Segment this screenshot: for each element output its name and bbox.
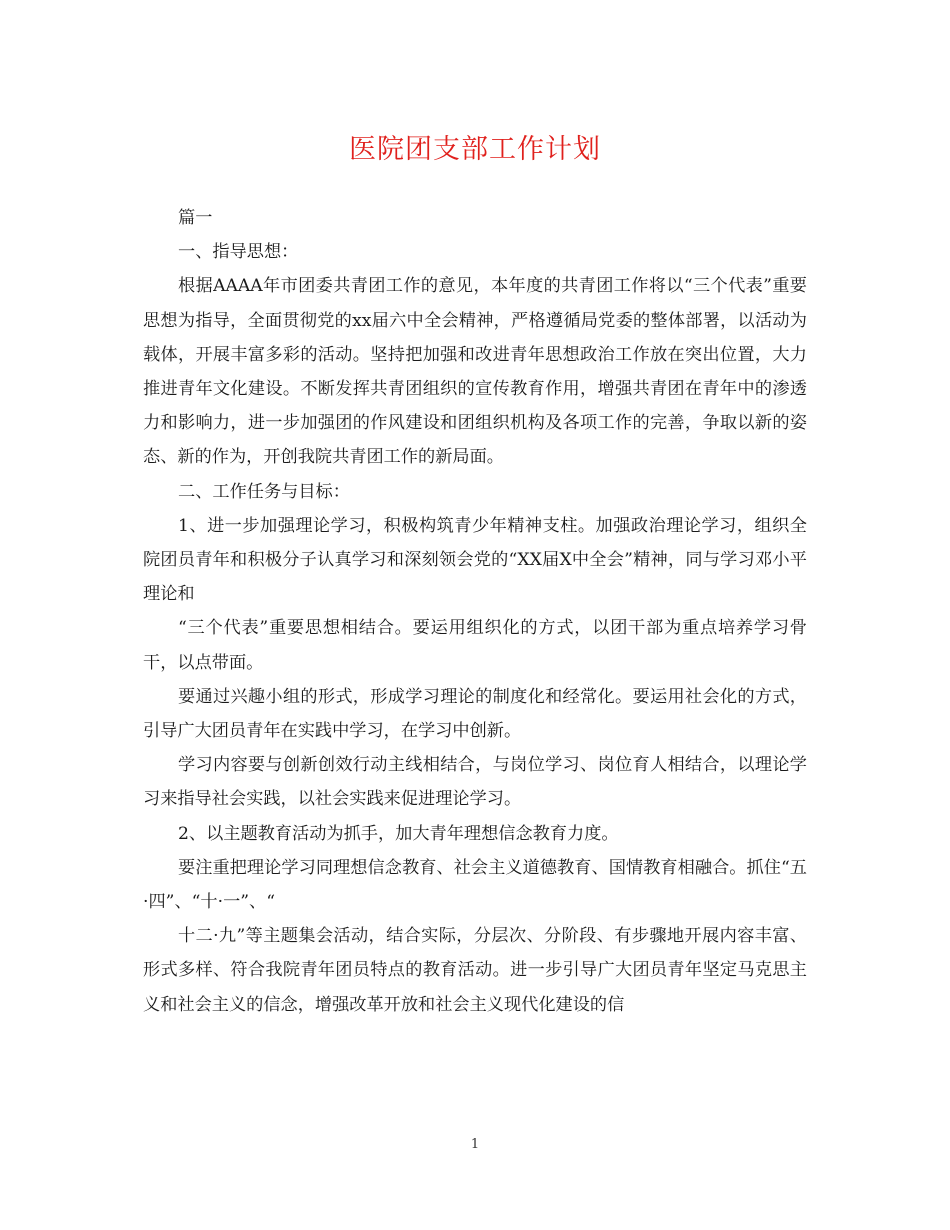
paragraph-learning-content: 学习内容要与创新创效行动主线相结合，与岗位学习、岗位育人相结合，以理论学习来指导社会实践，以社会实践来促进理论学习。 bbox=[143, 755, 807, 810]
paragraph-task-1-continued: “三个代表”重要思想相结合。要运用组织化的方式，以团干部为重点培养学习骨干，以点带面。 bbox=[143, 618, 807, 673]
heading-tasks-goals: 二、工作任务与目标： bbox=[178, 481, 350, 502]
paragraph-task-2: 2、以主题教育活动为抓手，加大青年理想信念教育力度。 bbox=[178, 823, 619, 844]
section-label: 篇一 bbox=[178, 208, 213, 228]
document-title: 医院团支部工作计划 bbox=[349, 134, 601, 165]
page-number: 1 bbox=[470, 1137, 480, 1152]
paragraph-ideals-education: 要注重把理论学习同理想信念教育、社会主义道德教育、国情教育相融合。抓住“五·四”、“十·一”、“ bbox=[143, 857, 807, 913]
document-body bbox=[143, 201, 807, 1022]
paragraph-interest-groups: 要通过兴趣小组的形式，形成学习理论的制度化和经常化。要运用社会化的方式，引导广大团员青年在实践中学习，在学习中创新。 bbox=[143, 686, 807, 742]
paragraph-task-1: 1、进一步加强理论学习，积极构筑青少年精神支柱。加强政治理论学习，组织全院团员青年和积极分子认真学习和深刻领会党的“XX届X中全会”精神，同与学习邓小平理论和 bbox=[143, 515, 807, 605]
paragraph-guiding-ideology: 根据AAAA年市团委共青团工作的意见，本年度的共青团工作将以“三个代表”重要思想为指导，全面贯彻党的xx届六中全会精神，严格遵循局党委的整体部署，以活动为载体，开展丰富多彩的活动。坚持把加强和改进青年思想政治工作放在突出位置，大力推进青年文化建设。不断发挥共青团组织的宣传教育作用，增强共青团在青年中的渗透力和影响力，进一步加强团的作风建设和团组织机构及各项工作的完善，争取以新的姿态、新的作为，开创我院共青团工作的新局面。 bbox=[143, 276, 807, 468]
heading-guiding-ideology: 一、指导思想： bbox=[178, 242, 299, 263]
paragraph-theme-activities: 十二·九”等主题集会活动，结合实际，分层次、分阶段、有步骤地开展内容丰富、形式多样、符合我院青年团员特点的教育活动。进一步引导广大团员青年坚定马克思主义和社会主义的信念，增强改革开放和社会主义现代化建设的信 bbox=[143, 926, 807, 1015]
